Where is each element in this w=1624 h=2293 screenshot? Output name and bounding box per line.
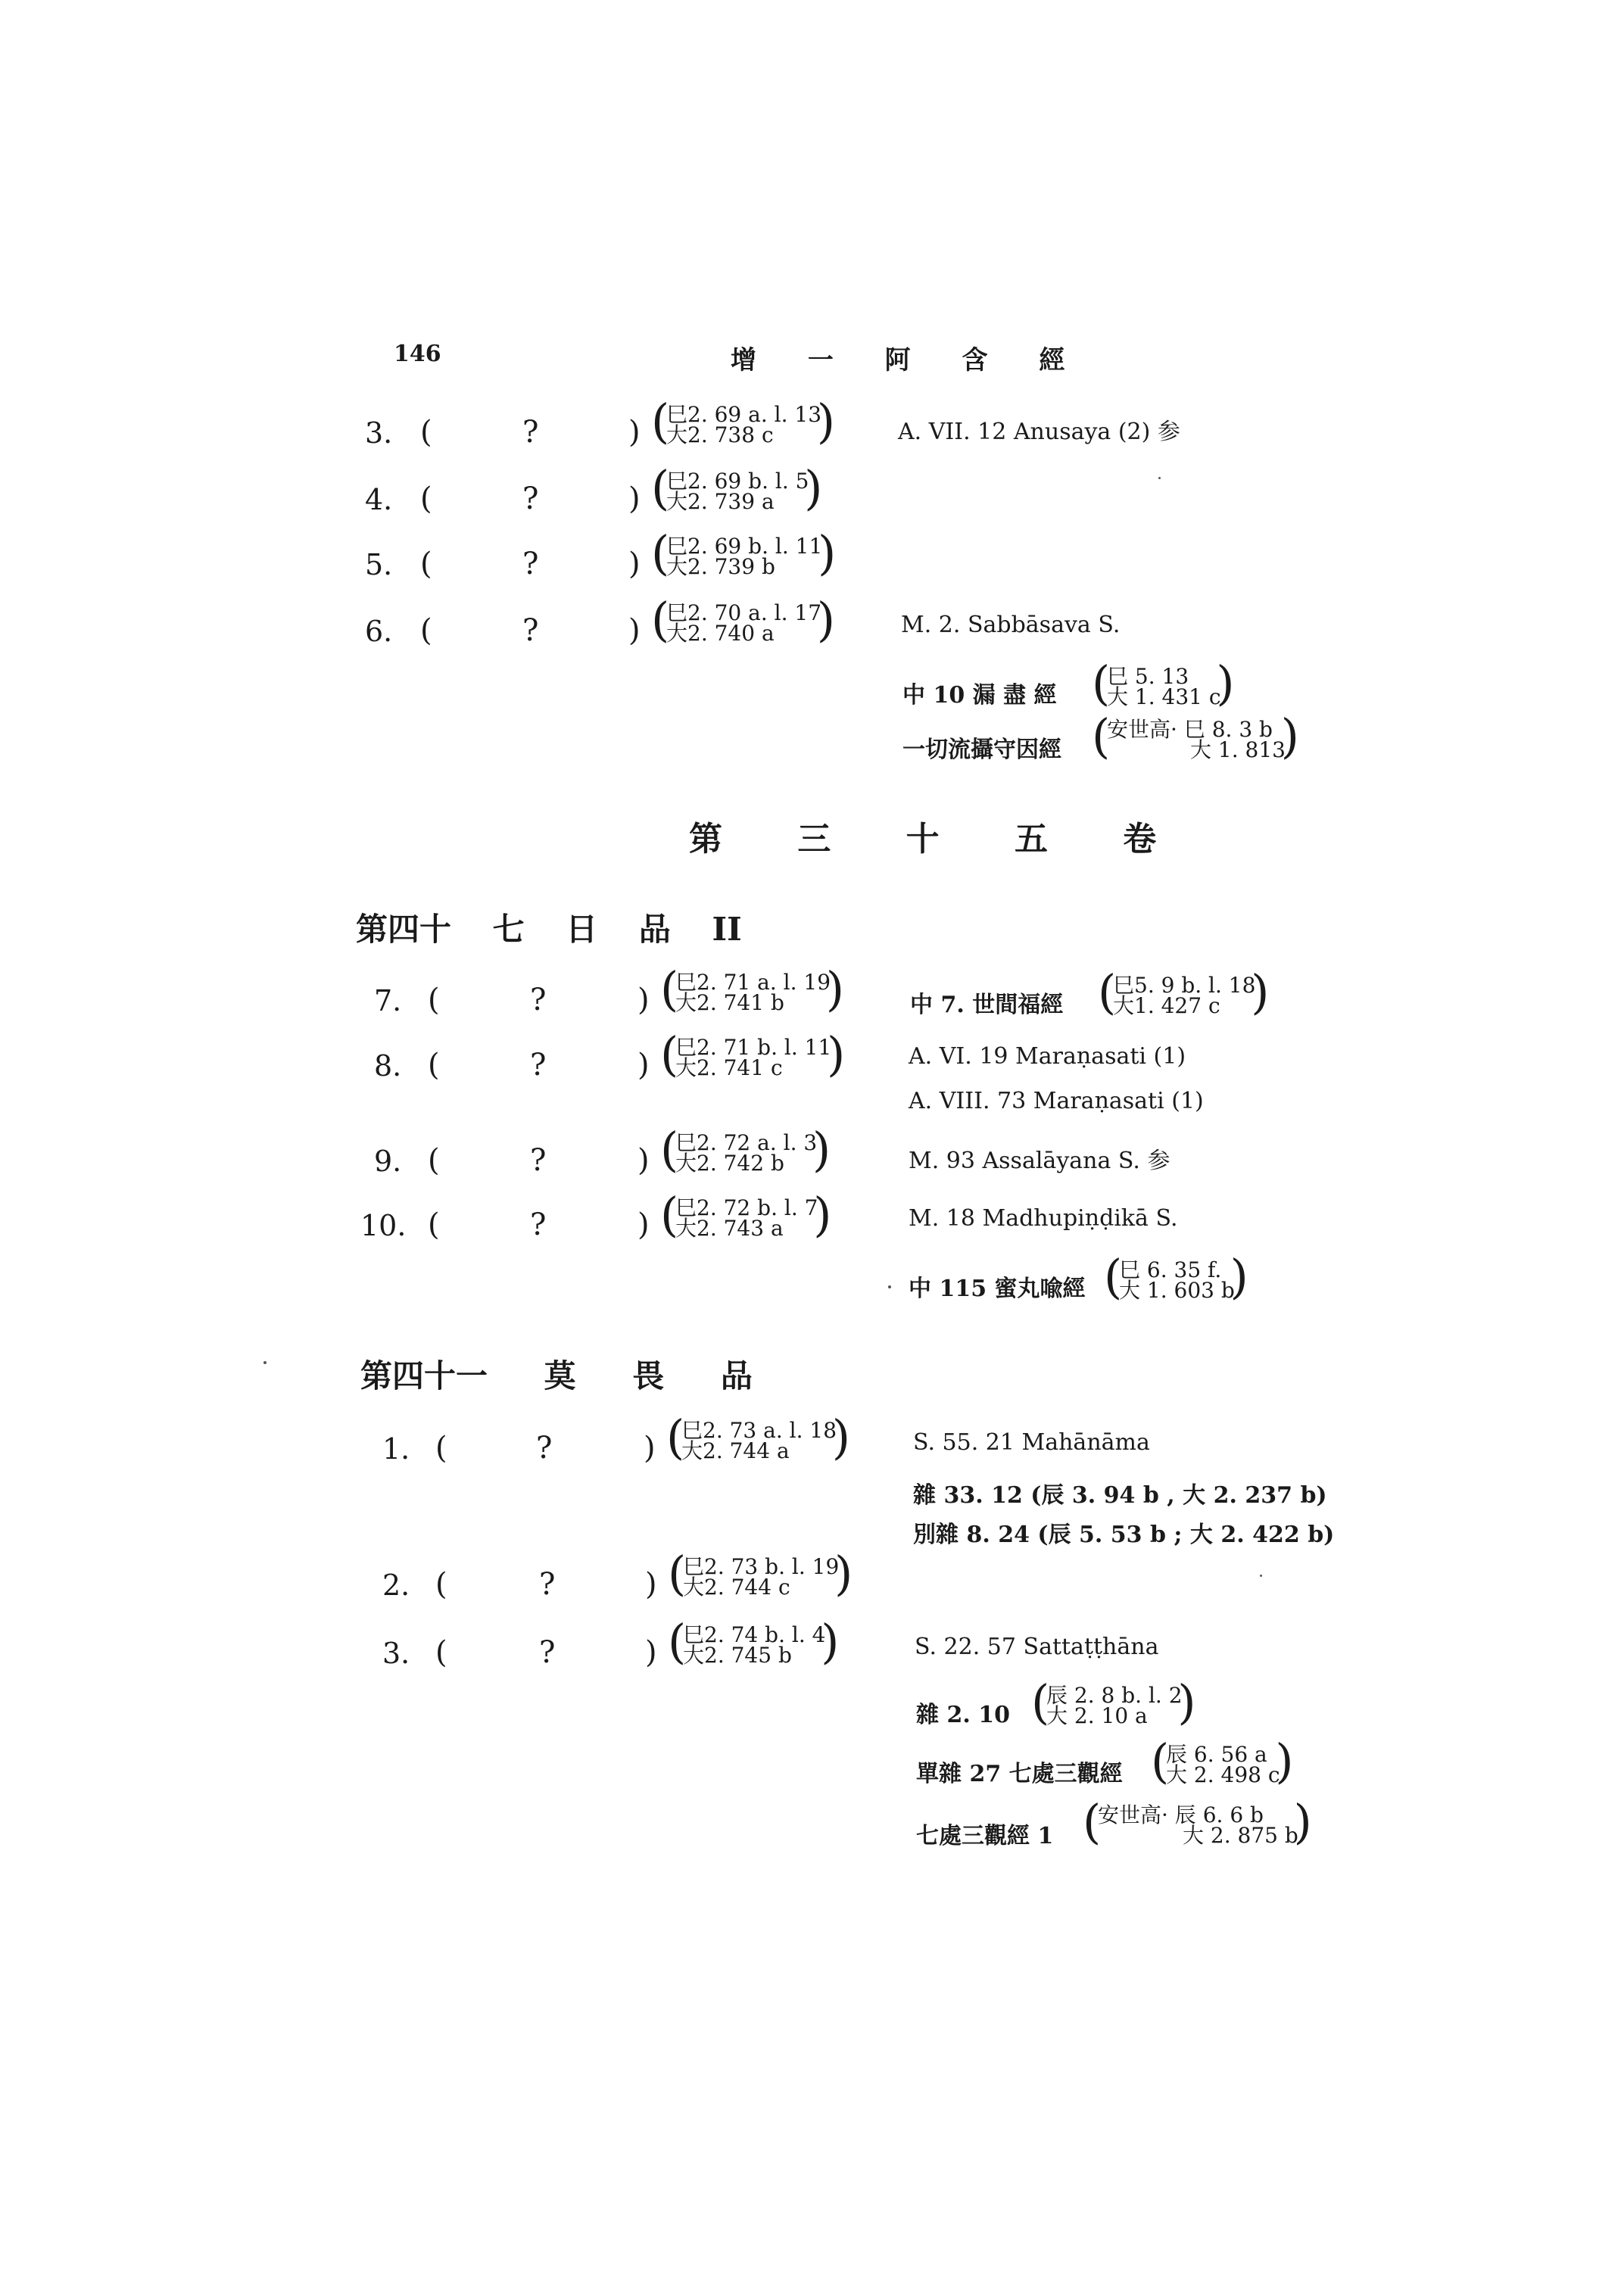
reference-line-1: 巳2. 72 b. l. 7 [675, 1195, 818, 1220]
parallel-reference-block: ( 巳 5. 13 大 1. 431 c ) [1092, 656, 1235, 711]
open-paren: ( [435, 1431, 447, 1466]
parallel-chinese-label: 一切流攝守因經 [902, 737, 1061, 763]
reference-line-2: 大 1. 813 [1190, 737, 1286, 762]
reference-block: ( 巳2. 72 a. l. 3 大2. 742 b ) [660, 1122, 831, 1177]
question-mark: ? [530, 1207, 547, 1242]
open-paren: ( [420, 415, 432, 450]
question-mark: ? [522, 613, 539, 648]
reference-block: ( 巳2. 71 a. l. 19 大2. 741 b ) [660, 961, 845, 1017]
question-mark: ? [530, 1048, 547, 1083]
close-paren: ) [628, 481, 641, 516]
reference-block: ( 巳2. 72 b. l. 7 大2. 743 a ) [660, 1187, 832, 1242]
parallel-chinese-label: 單雜 27 七處三觀經 [916, 1761, 1123, 1787]
reference-line-1: 巳2. 72 a. l. 3 [675, 1130, 818, 1155]
entry-number: 4. [365, 483, 393, 516]
reference-line-1: 巳2. 73 b. l. 19 [683, 1554, 840, 1579]
reference-line-2: 大 1. 603 b [1119, 1278, 1235, 1303]
reference-line-2: 大2. 739 b [666, 554, 775, 579]
parallel-reference: M. 2. Sabbāsava S. [901, 612, 1121, 638]
parallel-reference: A. VII. 12 Anusaya (2) 参 [898, 419, 1180, 445]
close-paren: ) [637, 1143, 650, 1178]
reference-line-1: 巳 5. 13 [1107, 664, 1189, 689]
reference-line-1: 巳2. 73 a. l. 18 [681, 1418, 837, 1443]
parallel-chinese-line: 雜 33. 12 (辰 3. 94 b , 大 2. 237 b) [913, 1482, 1327, 1509]
entry-number: 1. [382, 1432, 410, 1466]
reference-block: ( 巳2. 73 b. l. 19 大2. 744 c ) [668, 1546, 853, 1601]
question-mark: ? [522, 547, 539, 581]
parallel-reference: S. 22. 57 Sattaṭṭhāna [915, 1634, 1159, 1660]
open-paren: ( [435, 1635, 447, 1670]
entry-number: 3. [365, 416, 393, 450]
close-paren: ) [628, 547, 641, 581]
reference-block: ( 巳2. 69 b. l. 11 大2. 739 b ) [651, 525, 837, 581]
reference-line-2: 大2. 742 b [675, 1151, 784, 1176]
scan-speck [888, 1285, 891, 1288]
entry-number: 2. [382, 1569, 410, 1602]
reference-block: ( 巳2. 70 a. l. 17 大2. 740 a ) [651, 592, 836, 647]
reference-block: ( 巳2. 69 a. l. 13 大2. 738 c ) [651, 394, 836, 449]
entry-number: 3. [382, 1637, 410, 1670]
reference-line-1: 巳5. 9 b. l. 18 [1113, 973, 1256, 998]
close-paren: ) [637, 983, 650, 1017]
reference-line-2: 大 2. 875 b [1183, 1823, 1298, 1848]
reference-block: ( 巳2. 74 b. l. 4 大2. 745 b ) [668, 1614, 840, 1669]
volume-heading: 第 三 十 五 卷 [689, 820, 1189, 858]
open-paren: ( [428, 1048, 440, 1083]
scan-speck [1260, 1575, 1262, 1577]
reference-block: ( 巳2. 71 b. l. 11 大2. 741 c ) [660, 1027, 846, 1082]
entry-number: 6. [365, 615, 393, 648]
page-number: 146 [394, 341, 441, 367]
reference-line-2: 大2. 741 b [675, 990, 784, 1015]
parallel-reference-2: A. VIII. 73 Maraṇasati (1) [909, 1088, 1204, 1114]
close-paren: ) [645, 1635, 657, 1670]
reference-line-1: 辰 2. 8 b. l. 2 [1046, 1683, 1183, 1708]
reference-line-1: 巳 6. 35 f. [1119, 1257, 1222, 1282]
reference-line-2: 大2. 743 a [675, 1216, 784, 1241]
parallel-reference: M. 18 Madhupiṇḍikā S. [909, 1205, 1178, 1232]
question-mark: ? [530, 1143, 547, 1178]
question-mark: ? [530, 983, 547, 1017]
reference-line-2: 大2. 745 b [683, 1643, 792, 1668]
close-paren: ) [637, 1048, 650, 1083]
scan-speck [263, 1361, 267, 1364]
open-paren: ( [420, 481, 432, 516]
question-mark: ? [522, 481, 539, 516]
reference-line-1: 巳2. 69 b. l. 11 [666, 534, 823, 559]
reference-line-1: 巳2. 71 a. l. 19 [675, 970, 831, 995]
parallel-reference-block: ( 安世高· 巳 8. 3 b 大 1. 813 ) [1092, 709, 1299, 764]
open-paren: ( [428, 1207, 440, 1242]
reference-block: ( 巳2. 69 b. l. 5 大2. 739 a ) [651, 460, 823, 516]
question-mark: ? [539, 1635, 556, 1670]
parallel-chinese-label: 七處三觀經 1 [916, 1823, 1054, 1849]
open-paren: ( [420, 547, 432, 581]
parallel-chinese-label: 雜 2. 10 [916, 1702, 1010, 1728]
parallel-reference-block: ( 辰 6. 56 a 大 2. 498 c ) [1151, 1734, 1294, 1789]
open-paren: ( [435, 1567, 447, 1602]
reference-line-1: 安世高· 辰 6. 6 b [1098, 1802, 1264, 1827]
parallel-reference-block: ( 巳5. 9 b. l. 18 大1. 427 c ) [1098, 964, 1270, 1020]
running-title: 增 一 阿 含 經 [731, 345, 1086, 375]
parallel-chinese-label: 中 7. 世間福經 [910, 992, 1064, 1018]
close-paren: ) [628, 613, 641, 648]
parallel-chinese-line: 別雜 8. 24 (辰 5. 53 b ; 大 2. 422 b) [913, 1522, 1335, 1548]
parallel-reference-block: ( 安世高· 辰 6. 6 b 大 2. 875 b ) [1083, 1794, 1312, 1849]
open-paren: ( [428, 983, 440, 1017]
reference-line-2: 大 1. 431 c [1107, 684, 1221, 709]
parallel-reference: A. VI. 19 Maraṇasati (1) [909, 1043, 1186, 1070]
reference-line-2: 大 2. 10 a [1046, 1703, 1148, 1728]
scan-speck [1158, 477, 1161, 479]
reference-line-2: 大 2. 498 c [1166, 1762, 1280, 1787]
reference-line-1: 巳2. 74 b. l. 4 [683, 1622, 826, 1647]
reference-line-1: 巳2. 70 a. l. 17 [666, 600, 822, 625]
entry-number: 9. [374, 1145, 402, 1178]
reference-line-2: 大2. 744 c [683, 1575, 790, 1600]
reference-line-2: 大2. 740 a [666, 621, 775, 646]
close-paren: ) [637, 1207, 650, 1242]
close-paren: ) [628, 415, 641, 450]
reference-line-2: 大2. 738 c [666, 422, 774, 447]
reference-line-2: 大2. 739 a [666, 489, 775, 514]
chapter-title: 第四十一 莫 畏 品 [360, 1357, 753, 1394]
question-mark: ? [536, 1431, 553, 1466]
question-mark: ? [522, 415, 539, 450]
reference-line-1: 巳2. 69 b. l. 5 [666, 469, 809, 494]
reference-line-1: 安世高· 巳 8. 3 b [1107, 717, 1273, 742]
reference-block: ( 巳2. 73 a. l. 18 大2. 744 a ) [666, 1410, 851, 1465]
close-paren: ) [645, 1567, 657, 1602]
reference-line-1: 辰 6. 56 a [1166, 1742, 1267, 1767]
parallel-reference-block: ( 巳 6. 35 f. 大 1. 603 b ) [1104, 1249, 1248, 1304]
reference-line-1: 巳2. 69 a. l. 13 [666, 402, 822, 427]
reference-line-1: 巳2. 71 b. l. 11 [675, 1035, 832, 1060]
close-paren: ) [644, 1431, 656, 1466]
chapter-title: 第四十 七 日 品 II [356, 911, 742, 948]
entry-number: 8. [374, 1049, 402, 1083]
open-paren: ( [428, 1143, 440, 1178]
parallel-chinese-label: 中 115 蜜丸喩經 [909, 1276, 1086, 1302]
entry-number: 7. [374, 984, 402, 1017]
question-mark: ? [539, 1567, 556, 1602]
parallel-chinese-label: 中 10 漏 盡 經 [902, 682, 1057, 709]
entry-number: 10. [360, 1209, 407, 1242]
entry-number: 5. [365, 548, 393, 581]
reference-line-2: 大2. 744 a [681, 1438, 790, 1463]
parallel-reference: M. 93 Assalāyana S. 参 [909, 1148, 1170, 1174]
open-paren: ( [420, 613, 432, 648]
parallel-reference: S. 55. 21 Mahānāma [913, 1429, 1150, 1456]
reference-line-2: 大2. 741 c [675, 1055, 783, 1080]
parallel-reference-block: ( 辰 2. 8 b. l. 2 大 2. 10 a ) [1031, 1675, 1196, 1730]
reference-line-2: 大1. 427 c [1113, 993, 1220, 1018]
